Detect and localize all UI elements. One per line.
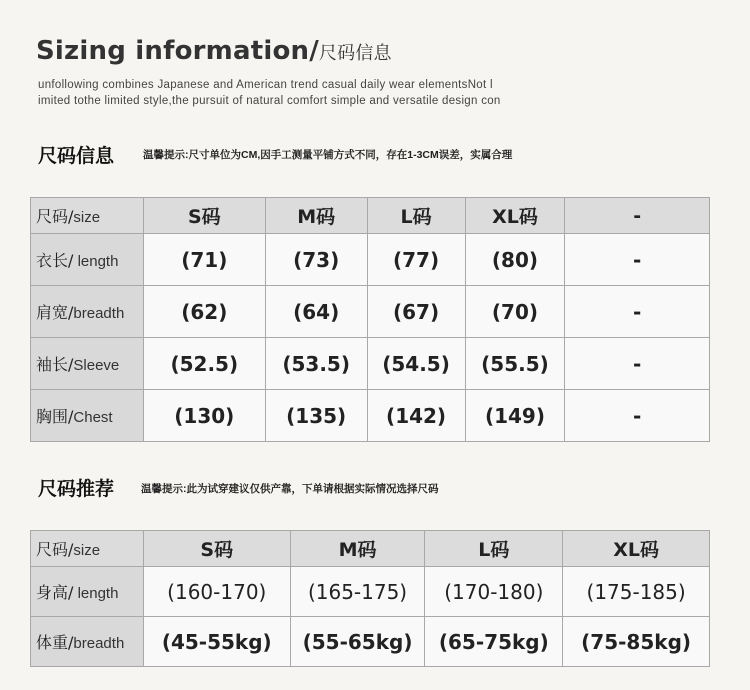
size-recommend-note: 温馨提示:此为试穿建议仅供产靠，下单请根据实际情况选择尺码 (141, 483, 439, 495)
row-label-length (31, 234, 144, 286)
table-cell: (170-180) (425, 567, 563, 617)
row-label-size (31, 531, 144, 567)
table-cell: (165-175) (290, 567, 425, 617)
table-row (31, 286, 710, 338)
table-cell: (55-65kg) (290, 617, 425, 667)
table-row (31, 338, 710, 390)
row-label-en: Chest (73, 409, 113, 426)
table-cell: (62) (143, 286, 265, 338)
size-recommend-table (30, 530, 710, 667)
table-cell: (54.5) (367, 338, 465, 390)
row-label-cn: 体重/ (36, 633, 74, 652)
table-cell: (80) (465, 234, 565, 286)
table-cell: (142) (367, 390, 465, 442)
column-header: S码 (143, 531, 290, 567)
table-cell: (52.5) (143, 338, 265, 390)
column-header: - (565, 198, 710, 234)
row-label-en: length (73, 585, 119, 602)
row-label-en: breadth (73, 635, 125, 652)
title-chinese: 尺码信息 (318, 43, 392, 64)
table-row (31, 390, 710, 442)
table-row (31, 617, 710, 667)
table-cell: (77) (367, 234, 465, 286)
row-label-breadth (31, 286, 144, 338)
table-cell: (149) (465, 390, 565, 442)
column-header: XL码 (563, 531, 710, 567)
table-cell: (55.5) (465, 338, 565, 390)
table-cell: - (565, 234, 710, 286)
column-header: M码 (290, 531, 425, 567)
table-cell: (67) (367, 286, 465, 338)
title-english: Sizing information/ (36, 36, 319, 66)
table-cell: (70) (465, 286, 565, 338)
page-title (36, 36, 392, 66)
table-cell: (71) (143, 234, 265, 286)
table-cell: (135) (265, 390, 367, 442)
table-cell: (75-85kg) (563, 617, 710, 667)
size-recommend-heading: 尺码推荐 (38, 478, 115, 500)
row-label-cn: 身高/ (36, 583, 74, 602)
table-header-row (31, 198, 710, 234)
row-label-en: size (73, 209, 101, 226)
row-label-weight (31, 617, 144, 667)
table-cell: - (565, 390, 710, 442)
table-cell: (53.5) (265, 338, 367, 390)
table-cell: - (565, 286, 710, 338)
table-cell: - (565, 338, 710, 390)
row-label-size (31, 198, 144, 234)
row-label-cn: 尺码/ (36, 207, 74, 226)
table-row (31, 567, 710, 617)
table-cell: (45-55kg) (143, 617, 290, 667)
table-cell: (73) (265, 234, 367, 286)
size-info-note: 温馨提示:尺寸单位为CM,因手工测量平铺方式不同，存在1-3CM误差，实属合理 (143, 149, 513, 161)
column-header: L码 (367, 198, 465, 234)
row-label-en: Sleeve (73, 357, 120, 374)
description-line-1: unfollowing combines Japanese and American trend casual daily wear elementsNot l (38, 79, 493, 91)
row-label-cn: 袖长/ (36, 355, 74, 374)
row-label-cn: 肩宽/ (36, 303, 74, 322)
row-label-height (31, 567, 144, 617)
row-label-cn: 尺码/ (36, 540, 74, 559)
table-cell: (130) (143, 390, 265, 442)
size-info-heading: 尺码信息 (38, 145, 115, 167)
row-label-en: size (73, 542, 101, 559)
row-label-cn: 衣长/ (36, 251, 74, 270)
row-label-en: length (73, 253, 119, 270)
table-header-row (31, 531, 710, 567)
size-info-table (30, 197, 710, 442)
table-row (31, 234, 710, 286)
row-label-en: breadth (73, 305, 125, 322)
row-label-cn: 胸围/ (36, 407, 74, 426)
table-cell: (65-75kg) (425, 617, 563, 667)
table-cell: (175-185) (563, 567, 710, 617)
column-header: S码 (143, 198, 265, 234)
row-label-sleeve (31, 338, 144, 390)
row-label-chest (31, 390, 144, 442)
column-header: L码 (425, 531, 563, 567)
table-cell: (160-170) (143, 567, 290, 617)
description-line-2: imited tothe limited style,the pursuit of natural comfort simple and versatile design con (38, 95, 501, 107)
column-header: M码 (265, 198, 367, 234)
table-cell: (64) (265, 286, 367, 338)
column-header: XL码 (465, 198, 565, 234)
